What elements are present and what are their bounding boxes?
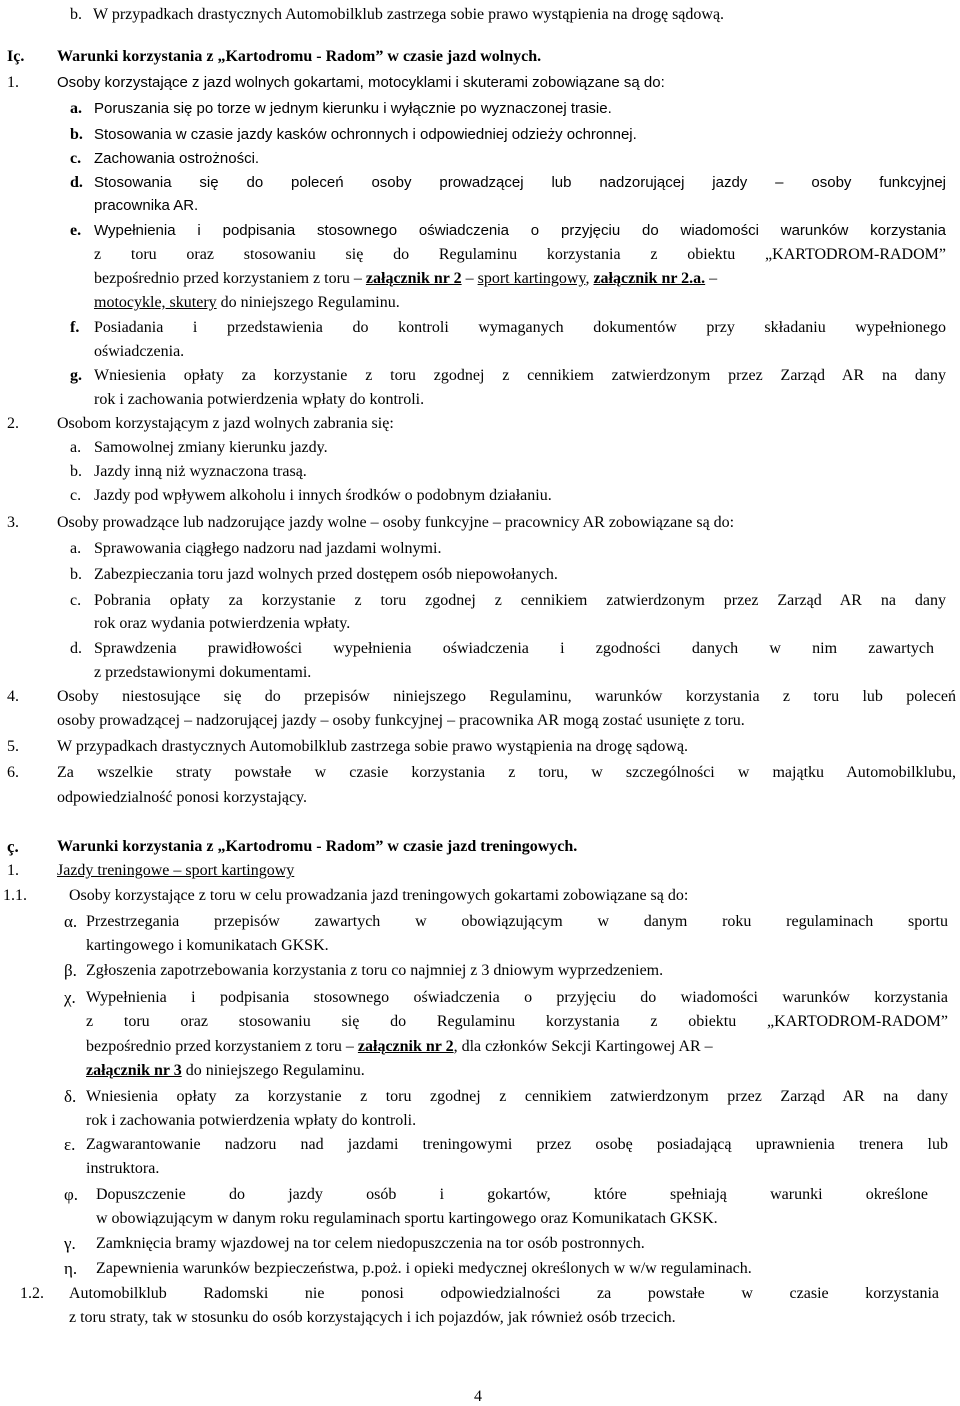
item-text: Sprawdzenia prawidłowości wypełnienia oświadczenia i zgodności danych w nim zawartych — [94, 640, 934, 657]
point-text: Osoby korzystające z toru w celu prowadzania jazd treningowych gokartami zobowiązane są do: — [69, 887, 689, 904]
item-text: Przestrzegania przepisów zawartych w obowiązującym w danym roku regulaminach sportu — [86, 913, 948, 930]
item-text-cont: z toru oraz stosowaniu się do Regulaminu korzystania z obiektu „KARTODROM-RADOM” — [86, 1013, 948, 1030]
item-text-cont — [94, 270, 946, 288]
item-label: c. — [70, 592, 82, 609]
point-text-cont: odpowiedzialność ponosi korzystający. — [57, 789, 308, 806]
point-text: Osoby korzystające z jazd wolnych gokartami, motocyklami i skuterami zobowiązane są do: — [57, 74, 665, 91]
item-text: Zachowania ostrożności. — [94, 150, 260, 167]
item-text: Zgłoszenia zapotrzebowania korzystania z toru co najmniej z 3 dniowym wyprzedzeniem. — [86, 962, 664, 979]
point-text: Osoby prowadzące lub nadzorujące jazdy wolne – osoby funkcyjne – pracownicy AR zobowiązane są do: — [57, 514, 735, 531]
item-text: Wypełnienia i podpisania stosownego oświadczenia o przyjęciu do wiadomości warunków korzystania — [86, 989, 948, 1006]
point-text: W przypadkach drastycznych Automobilklub zastrzega sobie prawo wystąpienia na drogę sądową. — [57, 738, 689, 755]
section-title: Warunki korzystania z „Kartodromu - Radom” w czasie jazd wolnych. — [57, 48, 542, 65]
section-number: Iç. — [7, 48, 25, 65]
item-text: Samowolnej zmiany kierunku jazdy. — [94, 439, 328, 456]
item-text-cont: rok i zachowania potwierdzenia wpłaty do kontroli. — [94, 391, 425, 408]
item-text-cont — [94, 294, 400, 312]
item-text-cont: rok i zachowania potwierdzenia wpłaty do kontroli. — [86, 1112, 417, 1129]
item-text: W przypadkach drastycznych Automobilklub zastrzega sobie prawo wystąpienia na drogę sądową. — [93, 6, 725, 23]
point-number: 4. — [7, 688, 19, 705]
point-number: 3. — [7, 514, 19, 531]
text-fragment: sport kartingowy — [477, 270, 586, 287]
item-text: Wniesienia opłaty za korzystanie z toru zgodnej z cennikiem zatwierdzonym przez Zarząd AR na dany — [86, 1088, 948, 1105]
point-number: 1.1. — [3, 887, 27, 904]
item-label: a. — [70, 439, 82, 456]
item-text-cont: z przedstawionymi dokumentami. — [94, 664, 312, 681]
attachment-link[interactable]: załącznik nr 3 — [86, 1062, 182, 1079]
item-text: Wniesienia opłaty za korzystanie z toru zgodnej z cennikiem zatwierdzonym przez Zarząd AR na dany — [94, 367, 946, 384]
item-text: Zamknięcia bramy wjazdowej na tor celem niedopuszczenia na tor osób postronnych. — [96, 1235, 645, 1252]
item-text-cont: rok oraz wydania potwierdzenia wpłaty. — [94, 615, 351, 632]
item-text: Pobrania opłaty za korzystanie z toru zgodnej z cennikiem zatwierdzonym przez Zarząd AR na dany — [94, 592, 946, 609]
text-fragment: motocykle, skutery — [94, 294, 217, 311]
item-label: γ. — [64, 1234, 76, 1253]
text-fragment: do niniejszego Regulaminu. — [181, 1062, 365, 1079]
text-fragment: , dla członków Sekcji Kartingowej AR – — [453, 1038, 713, 1055]
point-number: 1. — [7, 862, 19, 879]
page-number: 4 — [474, 1388, 482, 1405]
point-text-cont: z toru straty, tak w stosunku do osób korzystających i ich pojazdów, jak również osób trzecich. — [69, 1309, 676, 1326]
text-fragment: , — [585, 270, 594, 287]
item-text: Zapewnienia warunków bezpieczeństwa, p.poż. i opieki medycznej określonych w w/w regulaminach. — [96, 1260, 752, 1277]
item-text: Posiadania i przedstawienia do kontroli wymaganych dokumentów przy składaniu wypełnionego — [94, 319, 946, 336]
point-number: 5. — [7, 738, 19, 755]
item-label: e. — [70, 222, 82, 239]
item-text-cont: z toru oraz stosowaniu się do Regulaminu korzystania z obiektu „KARTODROM-RADOM” — [94, 246, 946, 263]
item-label: b. — [70, 463, 82, 480]
item-label: δ. — [64, 1087, 77, 1106]
text-fragment: – — [461, 270, 478, 287]
item-text-cont — [86, 1062, 365, 1080]
item-label: φ. — [64, 1185, 79, 1204]
item-label: α. — [64, 912, 78, 931]
item-text: Zagwarantowanie nadzoru nad jazdami treningowymi przez osobę posiadającą uprawnienia trenera lub — [86, 1136, 948, 1153]
point-text: Osoby niestosujące się do przepisów niniejszego Regulaminu, warunków korzystania z toru lub poleceń — [57, 688, 956, 705]
item-text-cont — [86, 1038, 713, 1056]
text-fragment: – — [705, 270, 718, 287]
point-number: 6. — [7, 764, 19, 781]
item-label: ε. — [64, 1135, 76, 1154]
item-label: χ. — [64, 988, 76, 1007]
item-text: Jazdy inną niż wyznaczona trasą. — [94, 463, 307, 480]
item-label: b. — [70, 6, 82, 23]
text-fragment: bezpośrednio przed korzystaniem z toru – — [94, 270, 366, 287]
point-number: 1. — [7, 74, 19, 91]
attachment-link[interactable]: załącznik nr 2 — [365, 270, 462, 287]
attachment-link[interactable]: załącznik nr 2.a. — [593, 270, 706, 287]
section-title: Warunki korzystania z „Kartodromu - Radom” w czasie jazd treningowych. — [57, 838, 578, 855]
item-label: a. — [70, 100, 82, 117]
item-text: Dopuszczenie do jazdy osób i gokartów, które spełniają warunki określone — [96, 1186, 928, 1203]
item-label: f. — [70, 319, 80, 336]
attachment-link[interactable]: załącznik nr 2 — [357, 1038, 454, 1055]
item-text: Zabezpieczania toru jazd wolnych przed dostępem osób niepowołanych. — [94, 566, 558, 583]
point-text: Za wszelkie straty powstałe w czasie korzystania z toru, w szczególności w majątku Automobilklubu, — [57, 764, 956, 781]
item-label: η. — [64, 1259, 78, 1278]
point-text: Automobilklub Radomski nie ponosi odpowiedzialności za powstałe w czasie korzystania — [69, 1285, 939, 1302]
item-text: Poruszania się po torze w jednym kierunku i wyłącznie po wyznaczonej trasie. — [94, 100, 612, 117]
item-text: Stosowania się do poleceń osoby prowadzącej lub nadzorującej jazdy – osoby funkcyjnej — [94, 174, 946, 191]
item-text: Jazdy pod wpływem alkoholu i innych środków o podobnym działaniu. — [94, 487, 552, 504]
point-number: 2. — [7, 415, 19, 432]
item-text: Wypełnienia i podpisania stosownego oświadczenia o przyjęciu do wiadomości warunków korzystania — [94, 222, 946, 239]
section-number: ç. — [7, 837, 19, 856]
item-text-cont: w obowiązującym w danym roku regulaminach sportu kartingowego oraz Komunikatach GKSK. — [96, 1210, 718, 1227]
item-label: β. — [64, 961, 77, 980]
item-label: g. — [70, 367, 82, 384]
item-text-cont: instruktora. — [86, 1160, 160, 1177]
item-label: a. — [70, 540, 82, 557]
item-text-cont: pracownika AR. — [94, 197, 199, 214]
item-label: c. — [70, 150, 82, 167]
point-number: 1.2. — [20, 1285, 44, 1302]
point-text-cont: osoby prowadzącej – nadzorującej jazdy – osoby funkcyjnej – pracownika AR mogą zostać usunięte z toru. — [57, 712, 745, 729]
item-label: d. — [70, 174, 83, 191]
point-text: Osobom korzystającym z jazd wolnych zabrania się: — [57, 415, 394, 432]
item-text: Sprawowania ciągłego nadzoru nad jazdami wolnymi. — [94, 540, 442, 557]
text-fragment: bezpośrednio przed korzystaniem z toru – — [86, 1038, 358, 1055]
item-text-cont: oświadczenia. — [94, 343, 185, 360]
item-text: Stosowania w czasie jazdy kasków ochronnych i odpowiedniej odzieży ochronnej. — [94, 126, 637, 143]
item-text-cont: kartingowego i komunikatach GKSK. — [86, 937, 329, 954]
text-fragment: do niniejszego Regulaminu. — [216, 294, 400, 311]
item-label: b. — [70, 126, 83, 143]
item-label: d. — [70, 640, 82, 657]
subsection-title: Jazdy treningowe – sport kartingowy — [57, 862, 295, 879]
item-label: b. — [70, 566, 82, 583]
item-label: c. — [70, 487, 82, 504]
